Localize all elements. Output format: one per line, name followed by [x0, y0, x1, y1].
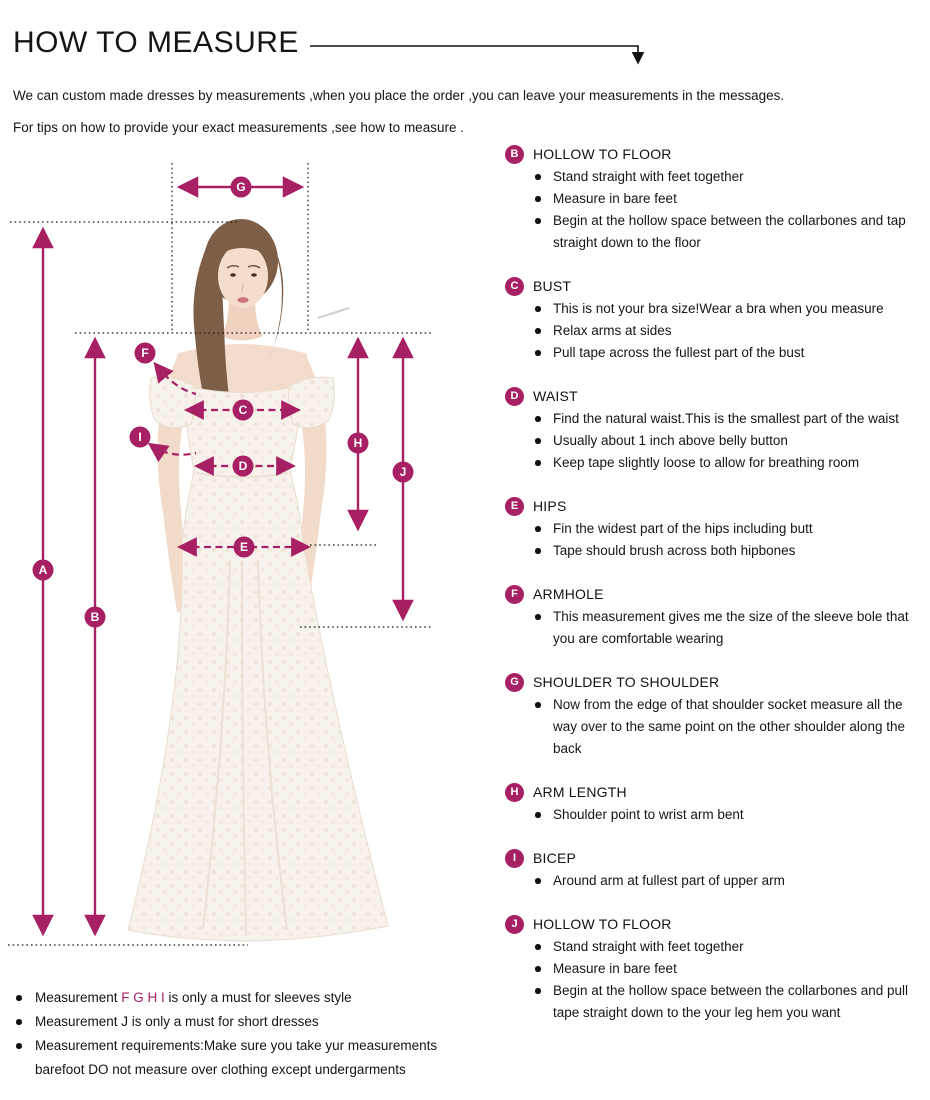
svg-text:E: E	[239, 540, 249, 554]
svg-text:I: I	[138, 430, 142, 444]
page-title: HOW TO MEASURE	[13, 26, 299, 59]
section-title: WAIST	[533, 388, 578, 404]
bullet-item: Shoulder point to wrist arm bent	[533, 804, 915, 826]
bullet-item: This is not your bra size!Wear a bra when you measure	[533, 298, 915, 320]
bullet-item: Pull tape across the fullest part of the bust	[533, 342, 915, 364]
section-bullets	[533, 870, 915, 892]
svg-text:B: B	[90, 610, 100, 624]
section-header	[505, 781, 930, 803]
section-header	[505, 495, 930, 517]
bullet-item: Usually about 1 inch above belly button	[533, 430, 915, 452]
note-text: Measurement	[35, 990, 122, 1005]
note-text: is only a must for sleeves style	[164, 990, 352, 1005]
section-bullets	[533, 936, 915, 1024]
marker-B	[85, 607, 106, 628]
section-bullets	[533, 804, 915, 826]
bullet-item: Stand straight with feet together	[533, 936, 915, 958]
measure-section	[505, 671, 930, 760]
marker-I	[130, 427, 151, 448]
svg-text:G: G	[236, 180, 246, 194]
section-bullets	[533, 166, 915, 254]
bullet-item: Relax arms at sides	[533, 320, 915, 342]
section-header	[505, 671, 930, 693]
bullet-item: Begin at the hollow space between the collarbones and tap straight down to the floor	[533, 210, 915, 254]
section-title: HIPS	[533, 498, 567, 514]
section-header	[505, 583, 930, 605]
marker-C	[233, 400, 254, 421]
note-item	[16, 986, 454, 1010]
marker-A	[33, 560, 54, 581]
section-title: ARMHOLE	[533, 586, 604, 602]
measure-section	[505, 583, 930, 650]
svg-text:H: H	[353, 436, 363, 450]
bullet-item: Fin the widest part of the hips including butt	[533, 518, 915, 540]
marker-J	[393, 462, 414, 483]
marker-H	[348, 433, 369, 454]
section-bullets	[533, 518, 915, 562]
section-letter-badge: E	[505, 497, 524, 516]
bullet-item: Find the natural waist.This is the smallest part of the waist	[533, 408, 915, 430]
marker-G	[231, 177, 252, 198]
bullet-item: Now from the edge of that shoulder socket measure all the way over to the same point on the other shoulder along the back	[533, 694, 915, 760]
bullet-item: This measurement gives me the size of the sleeve bole that you are comfortable wearing	[533, 606, 915, 650]
note-text: Measurement J is only a must for short dresses	[35, 1014, 319, 1029]
svg-text:D: D	[238, 459, 248, 473]
bullet-item: Measure in bare feet	[533, 188, 915, 210]
section-header	[505, 913, 930, 935]
measurement-instructions	[505, 143, 930, 1045]
bullet-item: Begin at the hollow space between the collarbones and pull tape straight down to the your leg hem you want	[533, 980, 915, 1024]
section-letter-badge: I	[505, 849, 524, 868]
section-title: HOLLOW TO FLOOR	[533, 146, 672, 162]
section-bullets	[533, 408, 915, 474]
section-letter-badge: C	[505, 277, 524, 296]
svg-text:F: F	[141, 346, 149, 360]
marker-E	[234, 537, 255, 558]
measure-section	[505, 495, 930, 562]
note-item	[16, 1034, 454, 1082]
note-item	[16, 1010, 454, 1034]
note-highlight: F G H I	[121, 990, 165, 1005]
section-bullets	[533, 694, 915, 760]
measure-section	[505, 913, 930, 1024]
section-title: HOLLOW TO FLOOR	[533, 916, 672, 932]
measurement-notes	[16, 986, 454, 1082]
bullet-item: Around arm at fullest part of upper arm	[533, 870, 915, 892]
section-header	[505, 385, 930, 407]
bullet-item: Stand straight with feet together	[533, 166, 915, 188]
section-bullets	[533, 298, 915, 364]
section-bullets	[533, 606, 915, 650]
gray-pointer-line	[318, 308, 349, 318]
section-letter-badge: F	[505, 585, 524, 604]
measure-section	[505, 275, 930, 364]
svg-text:A: A	[38, 563, 48, 577]
measure-section	[505, 385, 930, 474]
section-letter-badge: G	[505, 673, 524, 692]
marker-D	[233, 456, 254, 477]
section-letter-badge: H	[505, 783, 524, 802]
intro-line-2: For tips on how to provide your exact measurements ,see how to measure .	[13, 120, 464, 135]
section-letter-badge: B	[505, 145, 524, 164]
section-header	[505, 143, 930, 165]
intro-text	[13, 84, 918, 148]
section-title: BICEP	[533, 850, 577, 866]
section-header	[505, 847, 930, 869]
measure-section	[505, 781, 930, 826]
marker-F	[135, 343, 156, 364]
bullet-item: Measure in bare feet	[533, 958, 915, 980]
measurement-diagram	[0, 140, 500, 970]
bullet-item: Tape should brush across both hipbones	[533, 540, 915, 562]
section-letter-badge: D	[505, 387, 524, 406]
model-figure	[128, 219, 388, 941]
section-header	[505, 275, 930, 297]
bullet-item: Keep tape slightly loose to allow for breathing room	[533, 452, 915, 474]
model-chest	[175, 344, 309, 392]
section-title: SHOULDER TO SHOULDER	[533, 674, 720, 690]
measure-section	[505, 847, 930, 892]
intro-line-1: We can custom made dresses by measurements ,when you place the order ,you can leave your measurements in the messages.	[13, 88, 785, 103]
section-letter-badge: J	[505, 915, 524, 934]
section-title: ARM LENGTH	[533, 784, 627, 800]
measure-section	[505, 143, 930, 254]
svg-text:J: J	[399, 465, 407, 479]
section-title: BUST	[533, 278, 572, 294]
svg-text:C: C	[238, 403, 248, 417]
note-text: Measurement requirements:Make sure you take yur measurements barefoot DO not measure over clothing except undergarments	[35, 1038, 438, 1077]
